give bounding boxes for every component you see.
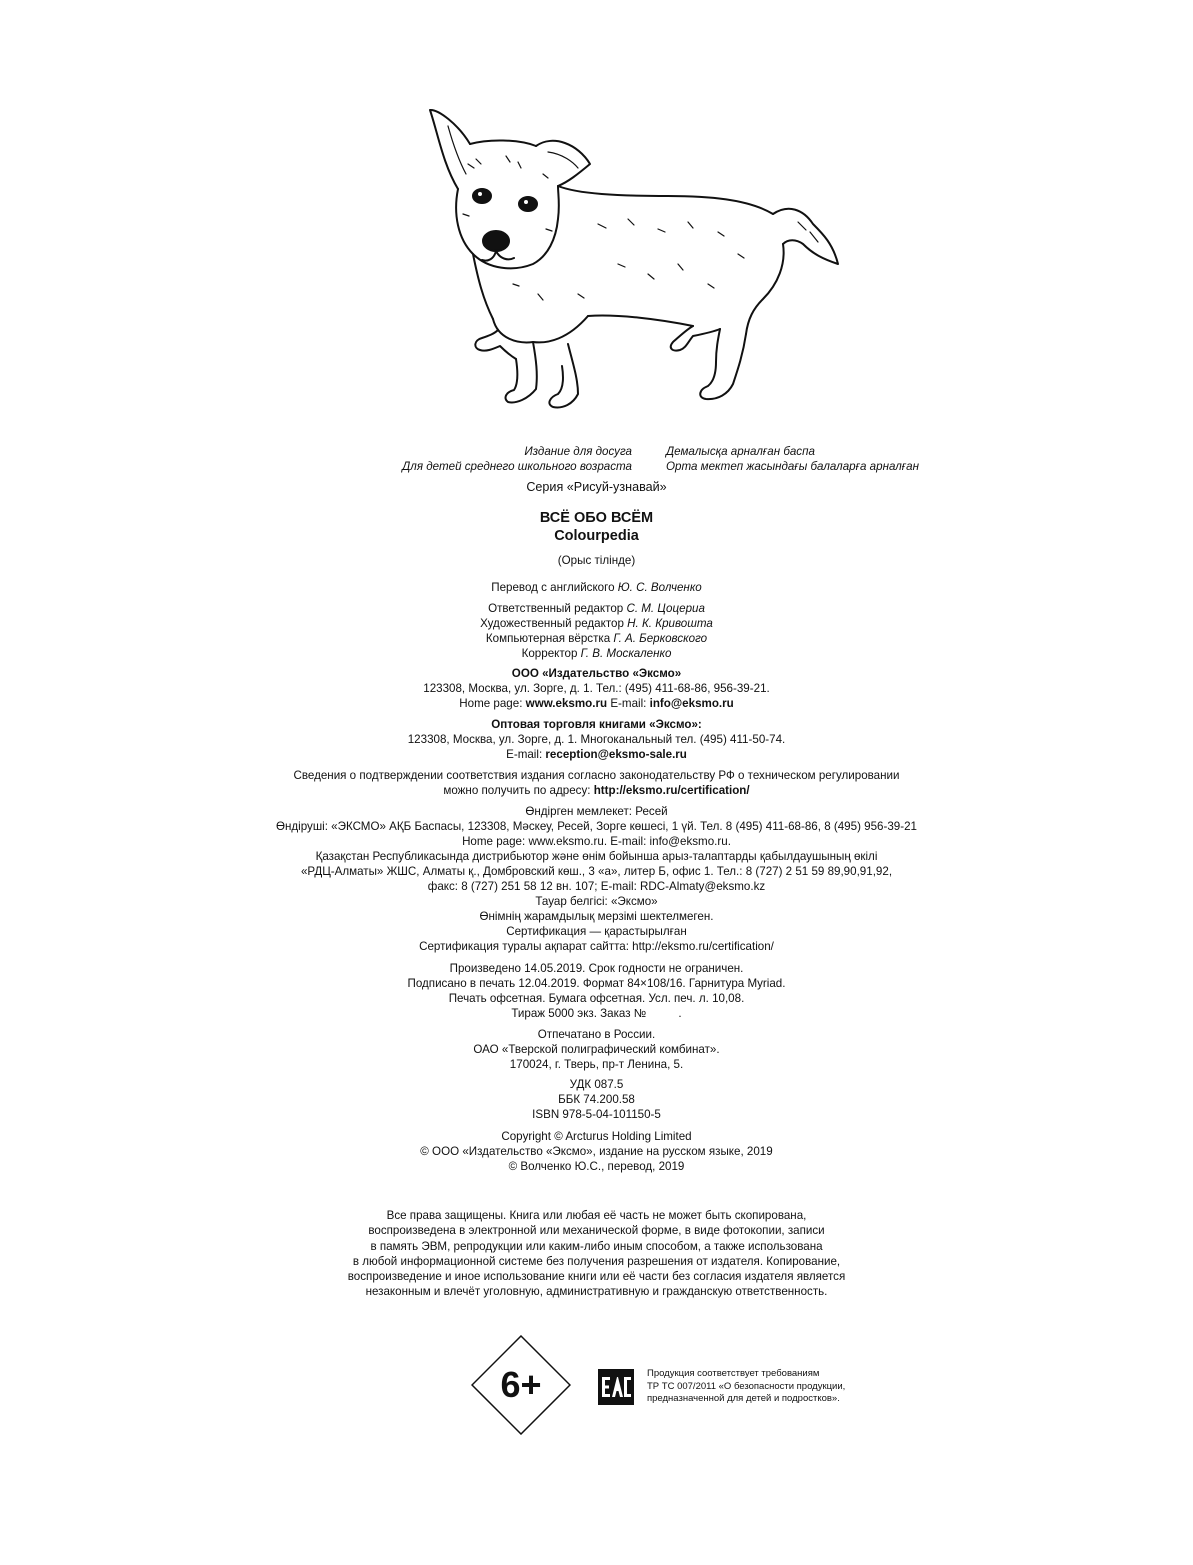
certification-line xyxy=(0,783,1193,798)
credit-name: Г. В. Москаленко xyxy=(580,647,672,660)
isbn-code: ISBN 978-5-04-101150-5 xyxy=(532,1108,661,1121)
rights-line: воспроизведение и иное использование книги или её части без согласия издателя является xyxy=(347,1270,846,1284)
production-line: Произведено 14.05.2019. Срок годности не ограничен. xyxy=(449,962,744,975)
compliance-line: предназначенной для детей и подростков». xyxy=(647,1393,840,1405)
wholesale-address: 123308, Москва, ул. Зорге, д. 1. Многоканальный тел. (495) 411-50-74. xyxy=(407,733,786,746)
kazakh-line: Home page: www.eksmo.ru. E-mail: info@eksmo.ru. xyxy=(462,835,731,848)
production-line: Подписано в печать 12.04.2019. Формат 84×108/16. Гарнитура Myriad. xyxy=(407,977,786,990)
kazakh-line: Тауар белгісі: «Эксмо» xyxy=(535,895,658,908)
wholesale-block xyxy=(0,717,1193,762)
age-rating-text: 6+ xyxy=(500,1364,542,1405)
credit-line xyxy=(0,601,1193,616)
credit-line xyxy=(0,631,1193,646)
book-title: ВСЁ ОБО ВСЁМ xyxy=(539,510,654,526)
certification-line: Сведения о подтверждении соответствия издания согласно законодательству РФ о техническом регулировании xyxy=(293,769,900,782)
email-label: E-mail: xyxy=(506,748,543,761)
audience-kz-line: Орта мектеп жасындағы балаларға арналған xyxy=(666,460,920,473)
copyright-line: Copyright © Arcturus Holding Limited xyxy=(501,1130,692,1143)
kazakh-line: Өндіруші: «ЭКСМО» АҚБ Баспасы, 123308, Мәскеу, Ресей, Зорге көшесі, 1 үй. Тел. 8 (495) 411-68-86, 8 (495) 956-39-21 xyxy=(275,820,918,833)
home-label: Home page: xyxy=(459,697,523,710)
credit-role: Художественный редактор xyxy=(480,617,624,630)
kazakh-line: Қазақстан Республикасында дистрибьютор және өнім бойынша арыз-талаптарды қабылдаушының өкілі xyxy=(315,850,878,863)
credit-name: С. М. Цоцериа xyxy=(626,602,705,615)
translator-name: Ю. С. Волченко xyxy=(617,581,702,594)
copyright-line: © ООО «Издательство «Эксмо», издание на русском языке, 2019 xyxy=(420,1145,773,1158)
translation-line xyxy=(0,580,1193,595)
kazakh-line: «РДЦ-Алматы» ЖШС, Алматы қ., Домбровский көш., 3 «а», литер Б, офис 1. Тел.: 8 (727) 2 51 59 89,90,91,92, xyxy=(300,865,893,878)
publisher-block xyxy=(0,666,1193,711)
production-line: Тираж 5000 экз. Заказ № . xyxy=(511,1007,682,1020)
udk-code: УДК 087.5 xyxy=(569,1078,624,1091)
home-url[interactable]: www.eksmo.ru xyxy=(525,697,608,710)
audience-kz xyxy=(666,444,996,474)
kazakh-line: Сертификация туралы ақпарат сайтта: http://eksmo.ru/certification/ xyxy=(419,940,774,953)
age-rating-badge xyxy=(471,1335,571,1435)
email-link[interactable]: reception@eksmo-sale.ru xyxy=(545,748,687,761)
credit-role: Корректор xyxy=(521,647,578,660)
audience-ru xyxy=(300,444,632,474)
audience-ru-line: Для детей среднего школьного возраста xyxy=(402,460,632,473)
rights-line: в любой информационной системе без получения разрешения от издателя. Копирование, xyxy=(352,1254,841,1268)
credits xyxy=(0,601,1193,661)
compliance-line: Продукция соответствует требованиям xyxy=(647,1368,820,1379)
translation-label: Перевод с английского xyxy=(491,581,615,594)
publisher-contacts xyxy=(0,696,1193,711)
certification-prefix: можно получить по адресу: xyxy=(443,784,591,797)
wholesale-name: Оптовая торговля книгами «Эксмо»: xyxy=(491,718,702,731)
rights-line: Все права защищены. Книга или любая её часть не может быть скопирована, xyxy=(386,1209,807,1222)
printed-block xyxy=(0,1027,1193,1072)
rights-block xyxy=(0,1208,1193,1300)
book-title-block xyxy=(0,509,1193,545)
audience-kz-line: Демалысқа арналған баспа xyxy=(666,445,815,458)
credit-line xyxy=(0,646,1193,661)
copyright-line: © Волченко Ю.С., перевод, 2019 xyxy=(508,1160,685,1173)
printed-line: ОАО «Тверской полиграфический комбинат». xyxy=(473,1043,720,1056)
email-label: E-mail: xyxy=(610,697,647,710)
wholesale-contacts xyxy=(0,747,1193,762)
certification-url[interactable]: http://eksmo.ru/certification/ xyxy=(593,784,750,797)
compliance-line: ТР ТС 007/2011 «О безопасности продукции, xyxy=(647,1380,846,1392)
codes-block xyxy=(0,1077,1193,1122)
bbk-code: ББК 74.200.58 xyxy=(558,1093,635,1106)
kazakh-block xyxy=(0,804,1193,954)
dog-illustration xyxy=(418,104,844,418)
production-line: Печать офсетная. Бумага офсетная. Усл. печ. л. 10,08. xyxy=(448,992,745,1005)
compliance-note xyxy=(647,1368,927,1406)
credit-role: Ответственный редактор xyxy=(488,602,624,615)
rights-line: воспроизведена в электронной или механической форме, в виде фотокопии, записи xyxy=(368,1224,825,1238)
printed-line: Отпечатано в России. xyxy=(537,1028,656,1041)
language-note: (Орыс тілінде) xyxy=(557,554,636,567)
email-link[interactable]: info@eksmo.ru xyxy=(649,697,734,710)
kazakh-line: Өнімнің жарамдылық мерзімі шектелмеген. xyxy=(479,910,714,923)
copyright-block xyxy=(0,1129,1193,1174)
credit-name: Н. К. Кривошта xyxy=(627,617,713,630)
eac-mark-icon xyxy=(598,1369,634,1405)
audience-ru-line: Издание для досуга xyxy=(524,445,632,458)
printed-line: 170024, г. Тверь, пр-т Ленина, 5. xyxy=(509,1058,684,1071)
credit-role: Компьютерная вёрстка xyxy=(485,632,611,645)
rights-line: в память ЭВМ, репродукции или каким-либо иным способом, а также использована xyxy=(370,1239,823,1253)
kazakh-line: Сертификация — қарастырылған xyxy=(506,925,687,938)
publisher-name: ООО «Издательство «Эксмо» xyxy=(511,667,682,680)
kazakh-line: Өндірген мемлекет: Ресей xyxy=(525,805,668,818)
credit-name: Г. А. Берковского xyxy=(613,632,708,645)
rights-line: незаконным и влечёт уголовную, административную и гражданскую ответственность. xyxy=(365,1285,828,1299)
kazakh-line: факс: 8 (727) 251 58 12 вн. 107; E-mail: RDC-Almaty@eksmo.kz xyxy=(427,880,766,893)
certification-block xyxy=(0,768,1193,798)
production-block xyxy=(0,961,1193,1021)
series-name: Серия «Рисуй-узнавай» xyxy=(526,480,667,494)
book-subtitle: Colourpedia xyxy=(554,528,639,544)
publisher-address: 123308, Москва, ул. Зорге, д. 1. Тел.: (495) 411-68-86, 956-39-21. xyxy=(423,682,770,695)
credit-line xyxy=(0,616,1193,631)
